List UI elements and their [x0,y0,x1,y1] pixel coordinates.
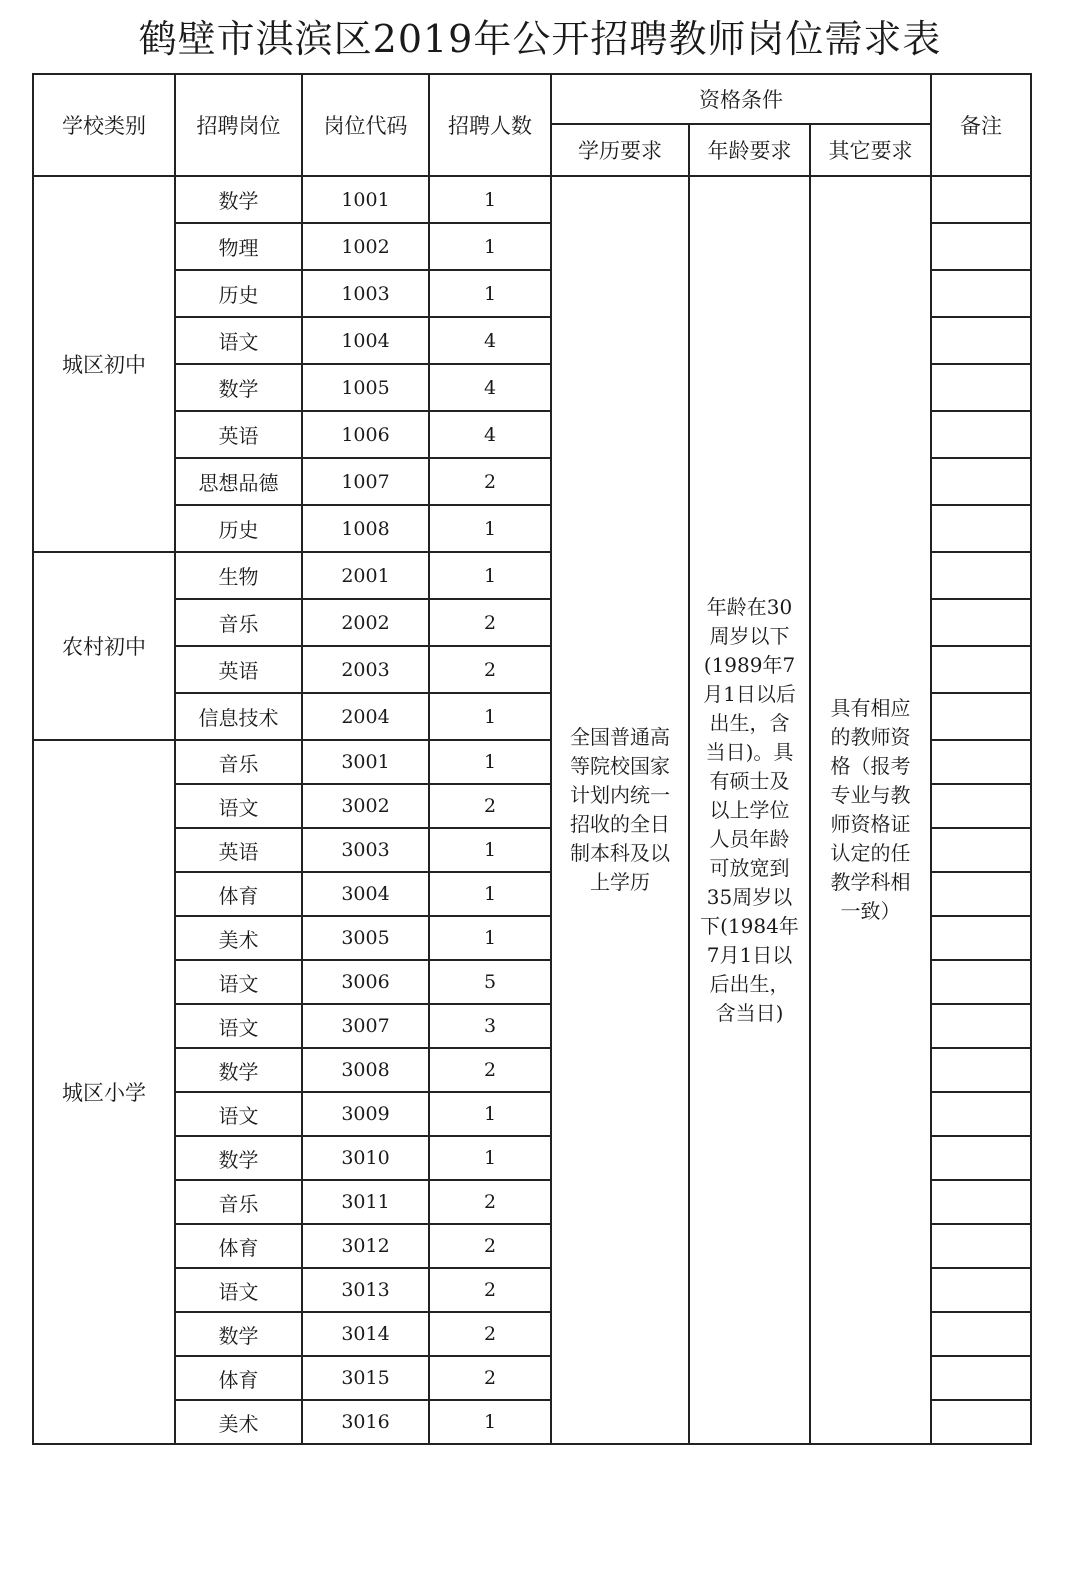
remarks-cell [931,552,1031,599]
remarks-cell [931,317,1031,364]
code-cell: 3014 [302,1312,429,1356]
code-cell: 1004 [302,317,429,364]
position-cell: 英语 [175,828,302,872]
remarks-cell [931,458,1031,505]
count-cell: 1 [429,916,551,960]
position-cell: 体育 [175,1224,302,1268]
remarks-cell [931,916,1031,960]
header-remarks: 备注 [931,74,1031,176]
code-cell: 3001 [302,740,429,784]
position-cell: 语文 [175,1268,302,1312]
age-requirement-line: 当日)。具 [705,739,794,764]
other-requirement-line: 一致） [840,899,901,923]
code-cell: 2002 [302,599,429,646]
count-cell: 2 [429,599,551,646]
other-requirement-cell [810,176,931,1444]
count-cell: 1 [429,828,551,872]
age-requirement-line: 有硕士及 [709,768,790,793]
other-requirement-line: 师资格证 [830,812,911,836]
code-cell: 3005 [302,916,429,960]
position-cell: 思想品德 [175,458,302,505]
other-requirement-line: 的教师资 [830,725,911,749]
code-cell: 3003 [302,828,429,872]
code-cell: 1002 [302,223,429,270]
count-cell: 4 [429,364,551,411]
age-requirement-line: 后出生， [709,971,790,996]
age-requirement-line: 含当日) [715,1000,784,1025]
count-cell: 1 [429,1092,551,1136]
remarks-cell [931,1356,1031,1400]
position-cell: 生物 [175,552,302,599]
education-requirement-line: 计划内统一 [570,783,670,807]
age-requirement-line: 下(1984年 [700,913,799,938]
count-cell: 1 [429,1400,551,1444]
school-category-cell: 城区小学 [33,740,175,1444]
remarks-cell [931,364,1031,411]
count-cell: 2 [429,784,551,828]
other-requirement-line: 格（报考 [830,754,911,778]
code-cell: 3009 [302,1092,429,1136]
position-cell: 体育 [175,1356,302,1400]
remarks-cell [931,599,1031,646]
age-requirement-line: 以上学位 [709,797,790,822]
position-cell: 数学 [175,1048,302,1092]
position-cell: 音乐 [175,740,302,784]
remarks-cell [931,1136,1031,1180]
position-cell: 语文 [175,960,302,1004]
header-other: 其它要求 [810,124,931,176]
code-cell: 3016 [302,1400,429,1444]
education-requirement-line: 上学历 [590,870,650,894]
remarks-cell [931,176,1031,223]
remarks-cell [931,1180,1031,1224]
age-requirement-line: 人员年龄 [709,826,790,851]
remarks-cell [931,1004,1031,1048]
position-cell: 语文 [175,784,302,828]
count-cell: 1 [429,176,551,223]
code-cell: 3006 [302,960,429,1004]
code-cell: 3008 [302,1048,429,1092]
header-count: 招聘人数 [429,74,551,176]
remarks-cell [931,740,1031,784]
remarks-cell [931,1400,1031,1444]
remarks-cell [931,872,1031,916]
education-requirement-cell [551,176,689,1444]
code-cell: 3012 [302,1224,429,1268]
position-cell: 物理 [175,223,302,270]
count-cell: 1 [429,693,551,740]
age-requirement-line: 可放宽到 [709,855,790,880]
remarks-cell [931,1224,1031,1268]
position-cell: 英语 [175,646,302,693]
school-category-cell: 城区初中 [33,176,175,552]
count-cell: 1 [429,505,551,552]
position-cell: 历史 [175,270,302,317]
education-requirement-line: 制本科及以 [570,841,670,865]
code-cell: 3002 [302,784,429,828]
code-cell: 2003 [302,646,429,693]
position-cell: 语文 [175,317,302,364]
age-requirement-line: 7月1日以 [706,942,793,967]
education-requirement-line: 全国普通高 [570,725,670,749]
age-requirement-line: 月1日以后 [703,681,796,706]
header-qualifications: 资格条件 [551,74,931,124]
header-row-1 [33,74,1031,124]
position-cell: 英语 [175,411,302,458]
remarks-cell [931,505,1031,552]
count-cell: 5 [429,960,551,1004]
education-requirement-line: 招收的全日 [570,812,670,836]
remarks-cell [931,270,1031,317]
position-cell: 美术 [175,1400,302,1444]
code-cell: 1007 [302,458,429,505]
code-cell: 3004 [302,872,429,916]
page-title: 鹤壁市淇滨区2019年公开招聘教师岗位需求表 [138,17,942,61]
code-cell: 3011 [302,1180,429,1224]
remarks-cell [931,1092,1031,1136]
code-cell: 2001 [302,552,429,599]
count-cell: 1 [429,1136,551,1180]
recruitment-table [32,73,1032,1445]
position-cell: 数学 [175,176,302,223]
count-cell: 2 [429,1224,551,1268]
age-requirement-line: 出生，含 [709,710,790,735]
count-cell: 2 [429,1048,551,1092]
count-cell: 1 [429,223,551,270]
count-cell: 3 [429,1004,551,1048]
count-cell: 1 [429,270,551,317]
age-requirement-line: 35周岁以 [706,884,793,909]
code-cell: 1005 [302,364,429,411]
header-school-type: 学校类别 [33,74,175,176]
code-cell: 1008 [302,505,429,552]
position-cell: 音乐 [175,1180,302,1224]
remarks-cell [931,1048,1031,1092]
code-cell: 3010 [302,1136,429,1180]
remarks-cell [931,960,1031,1004]
count-cell: 2 [429,1356,551,1400]
other-requirement-line: 具有相应 [830,696,911,720]
table-row [33,176,1031,223]
age-requirement-line: 周岁以下 [709,623,790,648]
other-requirement-line: 认定的任 [830,841,911,865]
position-cell: 历史 [175,505,302,552]
position-cell: 语文 [175,1092,302,1136]
count-cell: 1 [429,872,551,916]
school-category-cell: 农村初中 [33,552,175,740]
header-education: 学历要求 [551,124,689,176]
position-cell: 数学 [175,364,302,411]
count-cell: 2 [429,1268,551,1312]
count-cell: 2 [429,1312,551,1356]
position-cell: 美术 [175,916,302,960]
remarks-cell [931,1312,1031,1356]
count-cell: 2 [429,1180,551,1224]
remarks-cell [931,784,1031,828]
position-cell: 体育 [175,872,302,916]
remarks-cell [931,693,1031,740]
position-cell: 数学 [175,1136,302,1180]
code-cell: 1003 [302,270,429,317]
code-cell: 3007 [302,1004,429,1048]
age-requirement-line: (1989年7 [703,652,796,677]
other-requirement-line: 教学科相 [830,870,911,894]
count-cell: 4 [429,317,551,364]
education-requirement-line: 等院校国家 [570,754,670,778]
code-cell: 3013 [302,1268,429,1312]
position-cell: 数学 [175,1312,302,1356]
code-cell: 2004 [302,693,429,740]
count-cell: 2 [429,646,551,693]
remarks-cell [931,828,1031,872]
age-requirement-line: 年龄在30 [706,594,793,619]
remarks-cell [931,223,1031,270]
header-position: 招聘岗位 [175,74,302,176]
age-requirement-cell [689,176,810,1444]
count-cell: 2 [429,458,551,505]
remarks-cell [931,646,1031,693]
position-cell: 信息技术 [175,693,302,740]
remarks-cell [931,1268,1031,1312]
count-cell: 4 [429,411,551,458]
position-cell: 语文 [175,1004,302,1048]
remarks-cell [931,411,1031,458]
header-age: 年龄要求 [689,124,810,176]
code-cell: 3015 [302,1356,429,1400]
position-cell: 音乐 [175,599,302,646]
code-cell: 1006 [302,411,429,458]
count-cell: 1 [429,552,551,599]
header-code: 岗位代码 [302,74,429,176]
count-cell: 1 [429,740,551,784]
code-cell: 1001 [302,176,429,223]
other-requirement-line: 专业与教 [830,783,911,807]
